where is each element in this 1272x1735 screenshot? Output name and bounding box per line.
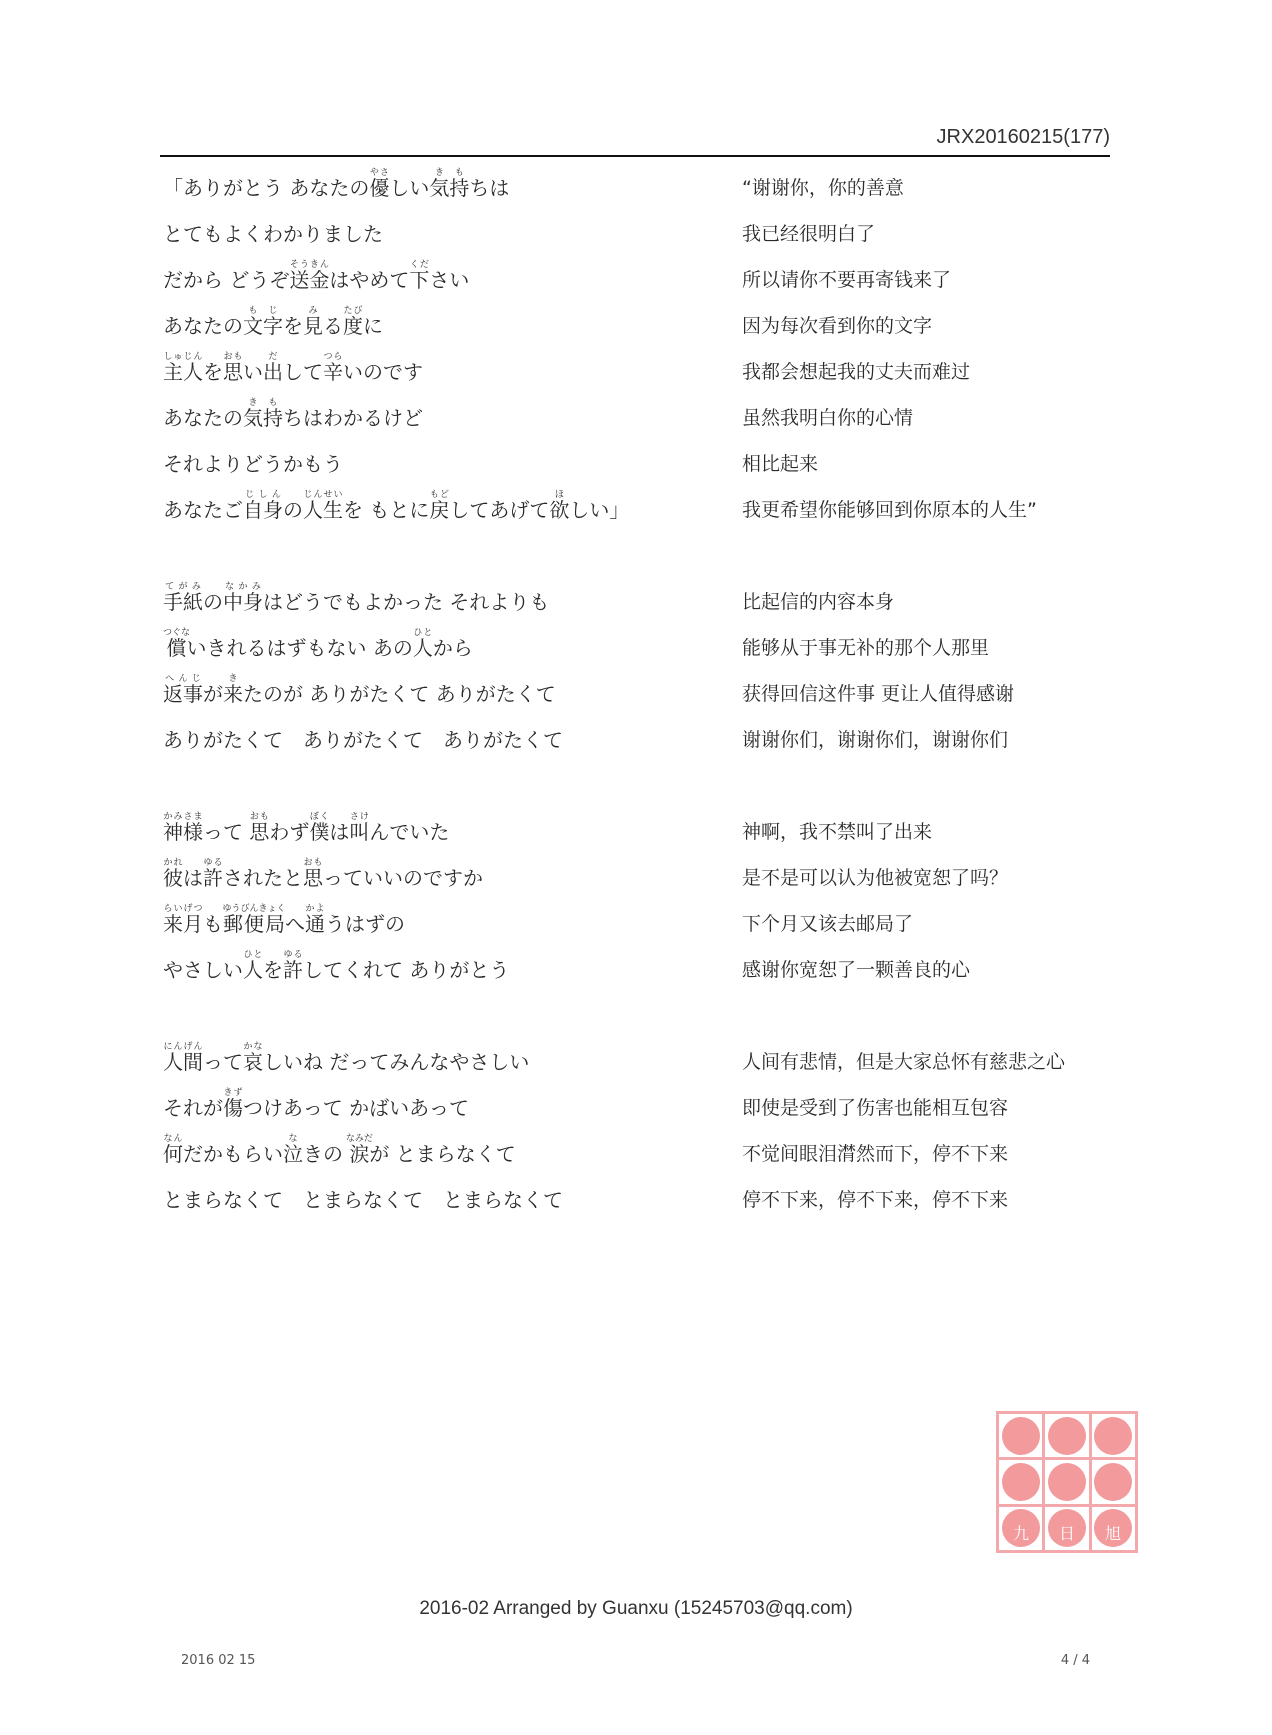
lyric-text: いのです bbox=[343, 360, 423, 384]
lyric-text: やさしい bbox=[163, 958, 243, 982]
ruby-word bbox=[343, 306, 363, 338]
lyric-row bbox=[0, 950, 1272, 990]
japanese-lyric bbox=[163, 444, 343, 484]
furigana: ゆる bbox=[283, 950, 303, 960]
lyric-text: は bbox=[183, 866, 203, 890]
lyric-text: さい bbox=[429, 268, 470, 292]
lyric-text: 「ありがとう あなたの bbox=[163, 176, 370, 200]
lyric-row bbox=[0, 168, 1272, 208]
lyric-row bbox=[0, 812, 1272, 852]
chinese-translation: 下个月又该去邮局了 bbox=[742, 913, 914, 935]
chinese-translation: 神啊，我不禁叫了出来 bbox=[742, 821, 933, 843]
lyric-text: とてもよくわかりました bbox=[163, 222, 383, 246]
kanji-base: 僕 bbox=[309, 820, 330, 844]
kanji-base: 出 bbox=[263, 360, 283, 384]
ruby-word bbox=[223, 352, 243, 384]
chinese-translation: 人间有悲情，但是大家总怀有慈悲之心 bbox=[742, 1051, 1066, 1073]
kanji-base: 許 bbox=[203, 866, 223, 890]
furigana: らいげつ bbox=[163, 904, 203, 914]
kanji-base: 見 bbox=[303, 314, 323, 338]
ruby-word bbox=[263, 352, 283, 384]
japanese-lyric bbox=[163, 168, 509, 208]
kanji-base: 来月 bbox=[163, 912, 203, 936]
lyric-text: の bbox=[203, 590, 223, 614]
lyric-text: しいね だってみんなやさしい bbox=[263, 1050, 530, 1074]
lyric-row bbox=[0, 306, 1272, 346]
kanji-base: 度 bbox=[343, 314, 363, 338]
lyric-row bbox=[0, 260, 1272, 300]
furigana: にんげん bbox=[163, 1042, 203, 1052]
lyric-row bbox=[0, 582, 1272, 622]
ruby-word bbox=[222, 904, 286, 936]
lyric-text: を bbox=[263, 958, 283, 982]
furigana: へんじ bbox=[163, 674, 203, 684]
furigana: み bbox=[303, 306, 323, 316]
kanji-base: 泣 bbox=[283, 1142, 303, 1166]
ruby-word bbox=[283, 950, 303, 982]
lyric-text: も bbox=[203, 912, 223, 936]
japanese-lyric bbox=[163, 352, 423, 392]
furigana: そうきん bbox=[289, 260, 330, 270]
lyric-text: を bbox=[283, 314, 303, 338]
ruby-word bbox=[163, 628, 191, 660]
furigana: なかみ bbox=[223, 582, 263, 592]
ruby-word bbox=[309, 812, 330, 844]
ruby-word bbox=[243, 1042, 263, 1074]
furigana: もど bbox=[429, 490, 450, 500]
ruby-word bbox=[429, 168, 470, 200]
ruby-word bbox=[289, 260, 330, 292]
furigana: き bbox=[223, 674, 243, 684]
lyric-row bbox=[0, 674, 1272, 714]
ruby-word bbox=[163, 1134, 183, 1166]
kanji-base: 中身 bbox=[223, 590, 263, 614]
furigana: やさ bbox=[369, 168, 390, 178]
furigana: かよ bbox=[305, 904, 325, 914]
furigana: くだ bbox=[409, 260, 430, 270]
furigana: おも bbox=[223, 352, 243, 362]
japanese-lyric bbox=[163, 582, 549, 622]
ruby-word bbox=[163, 674, 203, 706]
kanji-base: 自身 bbox=[243, 498, 283, 522]
furigana: じんせい bbox=[303, 490, 343, 500]
ruby-word bbox=[303, 858, 323, 890]
furigana: ゆる bbox=[203, 858, 223, 868]
lyric-row bbox=[0, 720, 1272, 760]
kanji-base: 傷 bbox=[223, 1096, 243, 1120]
lyric-text: わず bbox=[269, 820, 310, 844]
ruby-word bbox=[249, 812, 270, 844]
ruby-word bbox=[345, 1134, 373, 1166]
kanji-base: 文字 bbox=[243, 314, 283, 338]
lyric-text: うはずの bbox=[325, 912, 406, 936]
lyric-text: してくれて ありがとう bbox=[303, 958, 510, 982]
lyric-text: ちは bbox=[469, 176, 510, 200]
lyric-text: る bbox=[323, 314, 343, 338]
japanese-lyric bbox=[163, 1042, 529, 1082]
lyric-text: から bbox=[432, 636, 473, 660]
lyric-row bbox=[0, 904, 1272, 944]
furigana: きず bbox=[223, 1088, 243, 1098]
ruby-word bbox=[223, 582, 263, 614]
page-number: 4 / 4 bbox=[1060, 1653, 1090, 1668]
furigana: しゅじん bbox=[163, 352, 203, 362]
ruby-word bbox=[303, 490, 343, 522]
kanji-base: 気持 bbox=[429, 176, 470, 200]
lyric-text: って bbox=[203, 1050, 243, 1074]
lyric-text: あなたの bbox=[163, 406, 243, 430]
furigana: おも bbox=[303, 858, 323, 868]
furigana: つぐな bbox=[163, 628, 191, 638]
ruby-word bbox=[243, 490, 283, 522]
ruby-word bbox=[163, 582, 203, 614]
furigana: かみさま bbox=[163, 812, 203, 822]
japanese-lyric bbox=[163, 812, 449, 852]
lyric-text: あなたご bbox=[163, 498, 243, 522]
kanji-base: 叫 bbox=[349, 820, 370, 844]
kanji-base: 何 bbox=[163, 1142, 183, 1166]
lyric-row bbox=[0, 1088, 1272, 1128]
lyric-text: ありがたくて ありがたくて ありがたくて bbox=[163, 728, 563, 752]
japanese-lyric bbox=[163, 950, 509, 990]
kanji-base: 神様 bbox=[163, 820, 203, 844]
furigana: ぼく bbox=[309, 812, 330, 822]
ruby-word bbox=[223, 674, 243, 706]
japanese-lyric bbox=[163, 1134, 516, 1174]
seal-char: 日 bbox=[1058, 1524, 1075, 1543]
lyric-text: が bbox=[203, 682, 223, 706]
japanese-lyric bbox=[163, 628, 473, 668]
seal-char: 旭 bbox=[1104, 1524, 1121, 1543]
lyric-text: されたと bbox=[223, 866, 303, 890]
ruby-word bbox=[243, 398, 283, 430]
lyric-text: それよりどうかもう bbox=[163, 452, 343, 476]
chinese-translation: 我已经很明白了 bbox=[742, 223, 876, 245]
kanji-base: 戻 bbox=[429, 498, 450, 522]
japanese-lyric bbox=[163, 858, 483, 898]
kanji-base: 手紙 bbox=[163, 590, 203, 614]
kanji-base: 主人 bbox=[163, 360, 203, 384]
lyric-row bbox=[0, 398, 1272, 438]
chinese-translation: 我更希望你能够回到你原本的人生” bbox=[742, 499, 1037, 521]
kanji-base: 下 bbox=[409, 268, 430, 292]
furigana: なみだ bbox=[345, 1134, 373, 1144]
kanji-base: 人 bbox=[243, 958, 263, 982]
lyric-text: きの bbox=[303, 1142, 350, 1166]
kanji-base: 彼 bbox=[163, 866, 183, 890]
japanese-lyric bbox=[163, 720, 563, 760]
lyric-text: とまらなくて とまらなくて とまらなくて bbox=[163, 1188, 563, 1212]
lyric-text: が とまらなくて bbox=[369, 1142, 516, 1166]
seal-stamp bbox=[996, 1411, 1138, 1553]
furigana: ひと bbox=[243, 950, 263, 960]
japanese-lyric bbox=[163, 260, 469, 300]
furigana: ほ bbox=[549, 490, 570, 500]
ruby-word bbox=[349, 812, 370, 844]
lyric-text: それが bbox=[163, 1096, 223, 1120]
chinese-translation: 能够从于事无补的那个人那里 bbox=[742, 637, 990, 659]
lyric-text: いきれるはずもない あの bbox=[186, 636, 413, 660]
ruby-word bbox=[163, 1042, 203, 1074]
furigana: きも bbox=[243, 398, 283, 408]
lyric-row bbox=[0, 628, 1272, 668]
lyric-text: ちはわかるけど bbox=[283, 406, 423, 430]
kanji-base: 許 bbox=[283, 958, 303, 982]
kanji-base: 返事 bbox=[163, 682, 203, 706]
lyric-text: に bbox=[363, 314, 383, 338]
furigana: な bbox=[283, 1134, 303, 1144]
kanji-base: 哀 bbox=[243, 1050, 263, 1074]
ruby-word bbox=[303, 306, 323, 338]
kanji-base: 人生 bbox=[303, 498, 343, 522]
furigana: ゆうびんきょく bbox=[222, 904, 286, 914]
ruby-word bbox=[163, 858, 183, 890]
lyric-text: い bbox=[243, 360, 263, 384]
chinese-translation: 谢谢你们，谢谢你们，谢谢你们 bbox=[742, 729, 1009, 751]
kanji-base: 思 bbox=[223, 360, 243, 384]
ruby-word bbox=[369, 168, 390, 200]
lyric-row bbox=[0, 1180, 1272, 1220]
kanji-base: 償 bbox=[163, 636, 190, 660]
chinese-translation: 因为每次看到你的文字 bbox=[742, 315, 933, 337]
lyric-text: を bbox=[203, 360, 223, 384]
lyric-text: っていいのですか bbox=[323, 866, 483, 890]
furigana: もじ bbox=[243, 306, 283, 316]
lyric-text: はどうでもよかった それよりも bbox=[263, 590, 550, 614]
furigana: じしん bbox=[243, 490, 283, 500]
lyric-row bbox=[0, 352, 1272, 392]
kanji-base: 辛 bbox=[323, 360, 343, 384]
kanji-base: 郵便局 bbox=[222, 912, 286, 936]
lyric-text: はやめて bbox=[329, 268, 410, 292]
japanese-lyric bbox=[163, 904, 405, 944]
chinese-translation: 是不是可以认为他被宽恕了吗？ bbox=[742, 867, 1009, 889]
japanese-lyric bbox=[163, 398, 423, 438]
ruby-word bbox=[243, 306, 283, 338]
furigana: なん bbox=[163, 1134, 183, 1144]
lyric-text: あなたの bbox=[163, 314, 243, 338]
japanese-lyric bbox=[163, 306, 383, 346]
footer-credit: 2016-02 Arranged by Guanxu (15245703@qq.com) bbox=[419, 1598, 853, 1619]
furigana: かれ bbox=[163, 858, 183, 868]
japanese-lyric bbox=[163, 214, 383, 254]
chinese-translation: 我都会想起我的丈夫而难过 bbox=[742, 361, 971, 383]
lyric-text: って bbox=[203, 820, 250, 844]
ruby-word bbox=[163, 812, 203, 844]
lyric-text: だから どうぞ bbox=[163, 268, 290, 292]
ruby-word bbox=[409, 260, 430, 292]
japanese-lyric bbox=[163, 674, 556, 714]
kanji-base: 通 bbox=[305, 912, 326, 936]
lyric-row bbox=[0, 858, 1272, 898]
footer-date: 2016 02 15 bbox=[181, 1653, 256, 1668]
ruby-word bbox=[412, 628, 433, 660]
chinese-translation: 相比起来 bbox=[742, 453, 819, 475]
furigana: かな bbox=[243, 1042, 263, 1052]
lyric-row bbox=[0, 1042, 1272, 1082]
furigana: おも bbox=[249, 812, 270, 822]
ruby-word bbox=[243, 950, 263, 982]
lyric-text: を もとに bbox=[343, 498, 430, 522]
lyric-text: してあげて bbox=[449, 498, 550, 522]
lyric-text: の bbox=[283, 498, 303, 522]
furigana: きも bbox=[429, 168, 470, 178]
lyric-row bbox=[0, 214, 1272, 254]
ruby-word bbox=[163, 352, 203, 384]
ruby-word bbox=[429, 490, 450, 522]
chinese-translation: 即使是受到了伤害也能相互包容 bbox=[742, 1097, 1009, 1119]
lyric-text: して bbox=[283, 360, 323, 384]
chinese-translation: 获得回信这件事 更让人值得感谢 bbox=[742, 683, 1015, 705]
lyric-text: つけあって かばいあって bbox=[243, 1096, 469, 1120]
furigana: つら bbox=[323, 352, 343, 362]
ruby-word bbox=[305, 904, 326, 936]
furigana: だ bbox=[263, 352, 283, 362]
furigana: たび bbox=[343, 306, 363, 316]
header-rule bbox=[160, 155, 1110, 157]
kanji-base: 人 bbox=[412, 636, 433, 660]
lyric-text: へ bbox=[285, 912, 306, 936]
chinese-translation: 所以请你不要再寄钱来了 bbox=[742, 269, 952, 291]
ruby-word bbox=[283, 1134, 303, 1166]
kanji-base: 人間 bbox=[163, 1050, 203, 1074]
kanji-base: 思 bbox=[303, 866, 323, 890]
furigana: ひと bbox=[412, 628, 433, 638]
kanji-base: 来 bbox=[223, 682, 243, 706]
chinese-translation: 虽然我明白你的心情 bbox=[742, 407, 914, 429]
lyric-text: しい」 bbox=[569, 498, 630, 522]
furigana: てがみ bbox=[163, 582, 203, 592]
japanese-lyric bbox=[163, 1180, 563, 1220]
chinese-translation: 不觉间眼泪潸然而下，停不下来 bbox=[742, 1143, 1009, 1165]
seal-char: 九 bbox=[1012, 1524, 1029, 1543]
kanji-base: 送金 bbox=[289, 268, 330, 292]
ruby-word bbox=[223, 1088, 243, 1120]
kanji-base: 欲 bbox=[549, 498, 570, 522]
ruby-word bbox=[163, 904, 203, 936]
lyric-text: しい bbox=[389, 176, 430, 200]
ruby-word bbox=[549, 490, 570, 522]
lyric-text: んでいた bbox=[369, 820, 450, 844]
ruby-word bbox=[203, 858, 223, 890]
document-id: JRX20160215(177) bbox=[936, 126, 1110, 148]
lyric-row bbox=[0, 490, 1272, 530]
lyric-row bbox=[0, 1134, 1272, 1174]
lyric-text: たのが ありがたくて ありがたくて bbox=[243, 682, 556, 706]
lyric-text: だかもらい bbox=[183, 1142, 283, 1166]
chinese-translation: “谢谢你，你的善意 bbox=[742, 177, 904, 199]
ruby-word bbox=[323, 352, 343, 384]
japanese-lyric bbox=[163, 1088, 469, 1128]
chinese-translation: 比起信的内容本身 bbox=[742, 591, 895, 613]
kanji-base: 思 bbox=[249, 820, 270, 844]
furigana: さけ bbox=[349, 812, 370, 822]
lyric-text: は bbox=[329, 820, 350, 844]
lyric-row bbox=[0, 444, 1272, 484]
chinese-translation: 感谢你宽恕了一颗善良的心 bbox=[742, 959, 971, 981]
japanese-lyric bbox=[163, 490, 629, 530]
kanji-base: 涙 bbox=[345, 1142, 373, 1166]
chinese-translation: 停不下来，停不下来，停不下来 bbox=[742, 1189, 1009, 1211]
kanji-base: 優 bbox=[369, 176, 390, 200]
kanji-base: 気持 bbox=[243, 406, 283, 430]
